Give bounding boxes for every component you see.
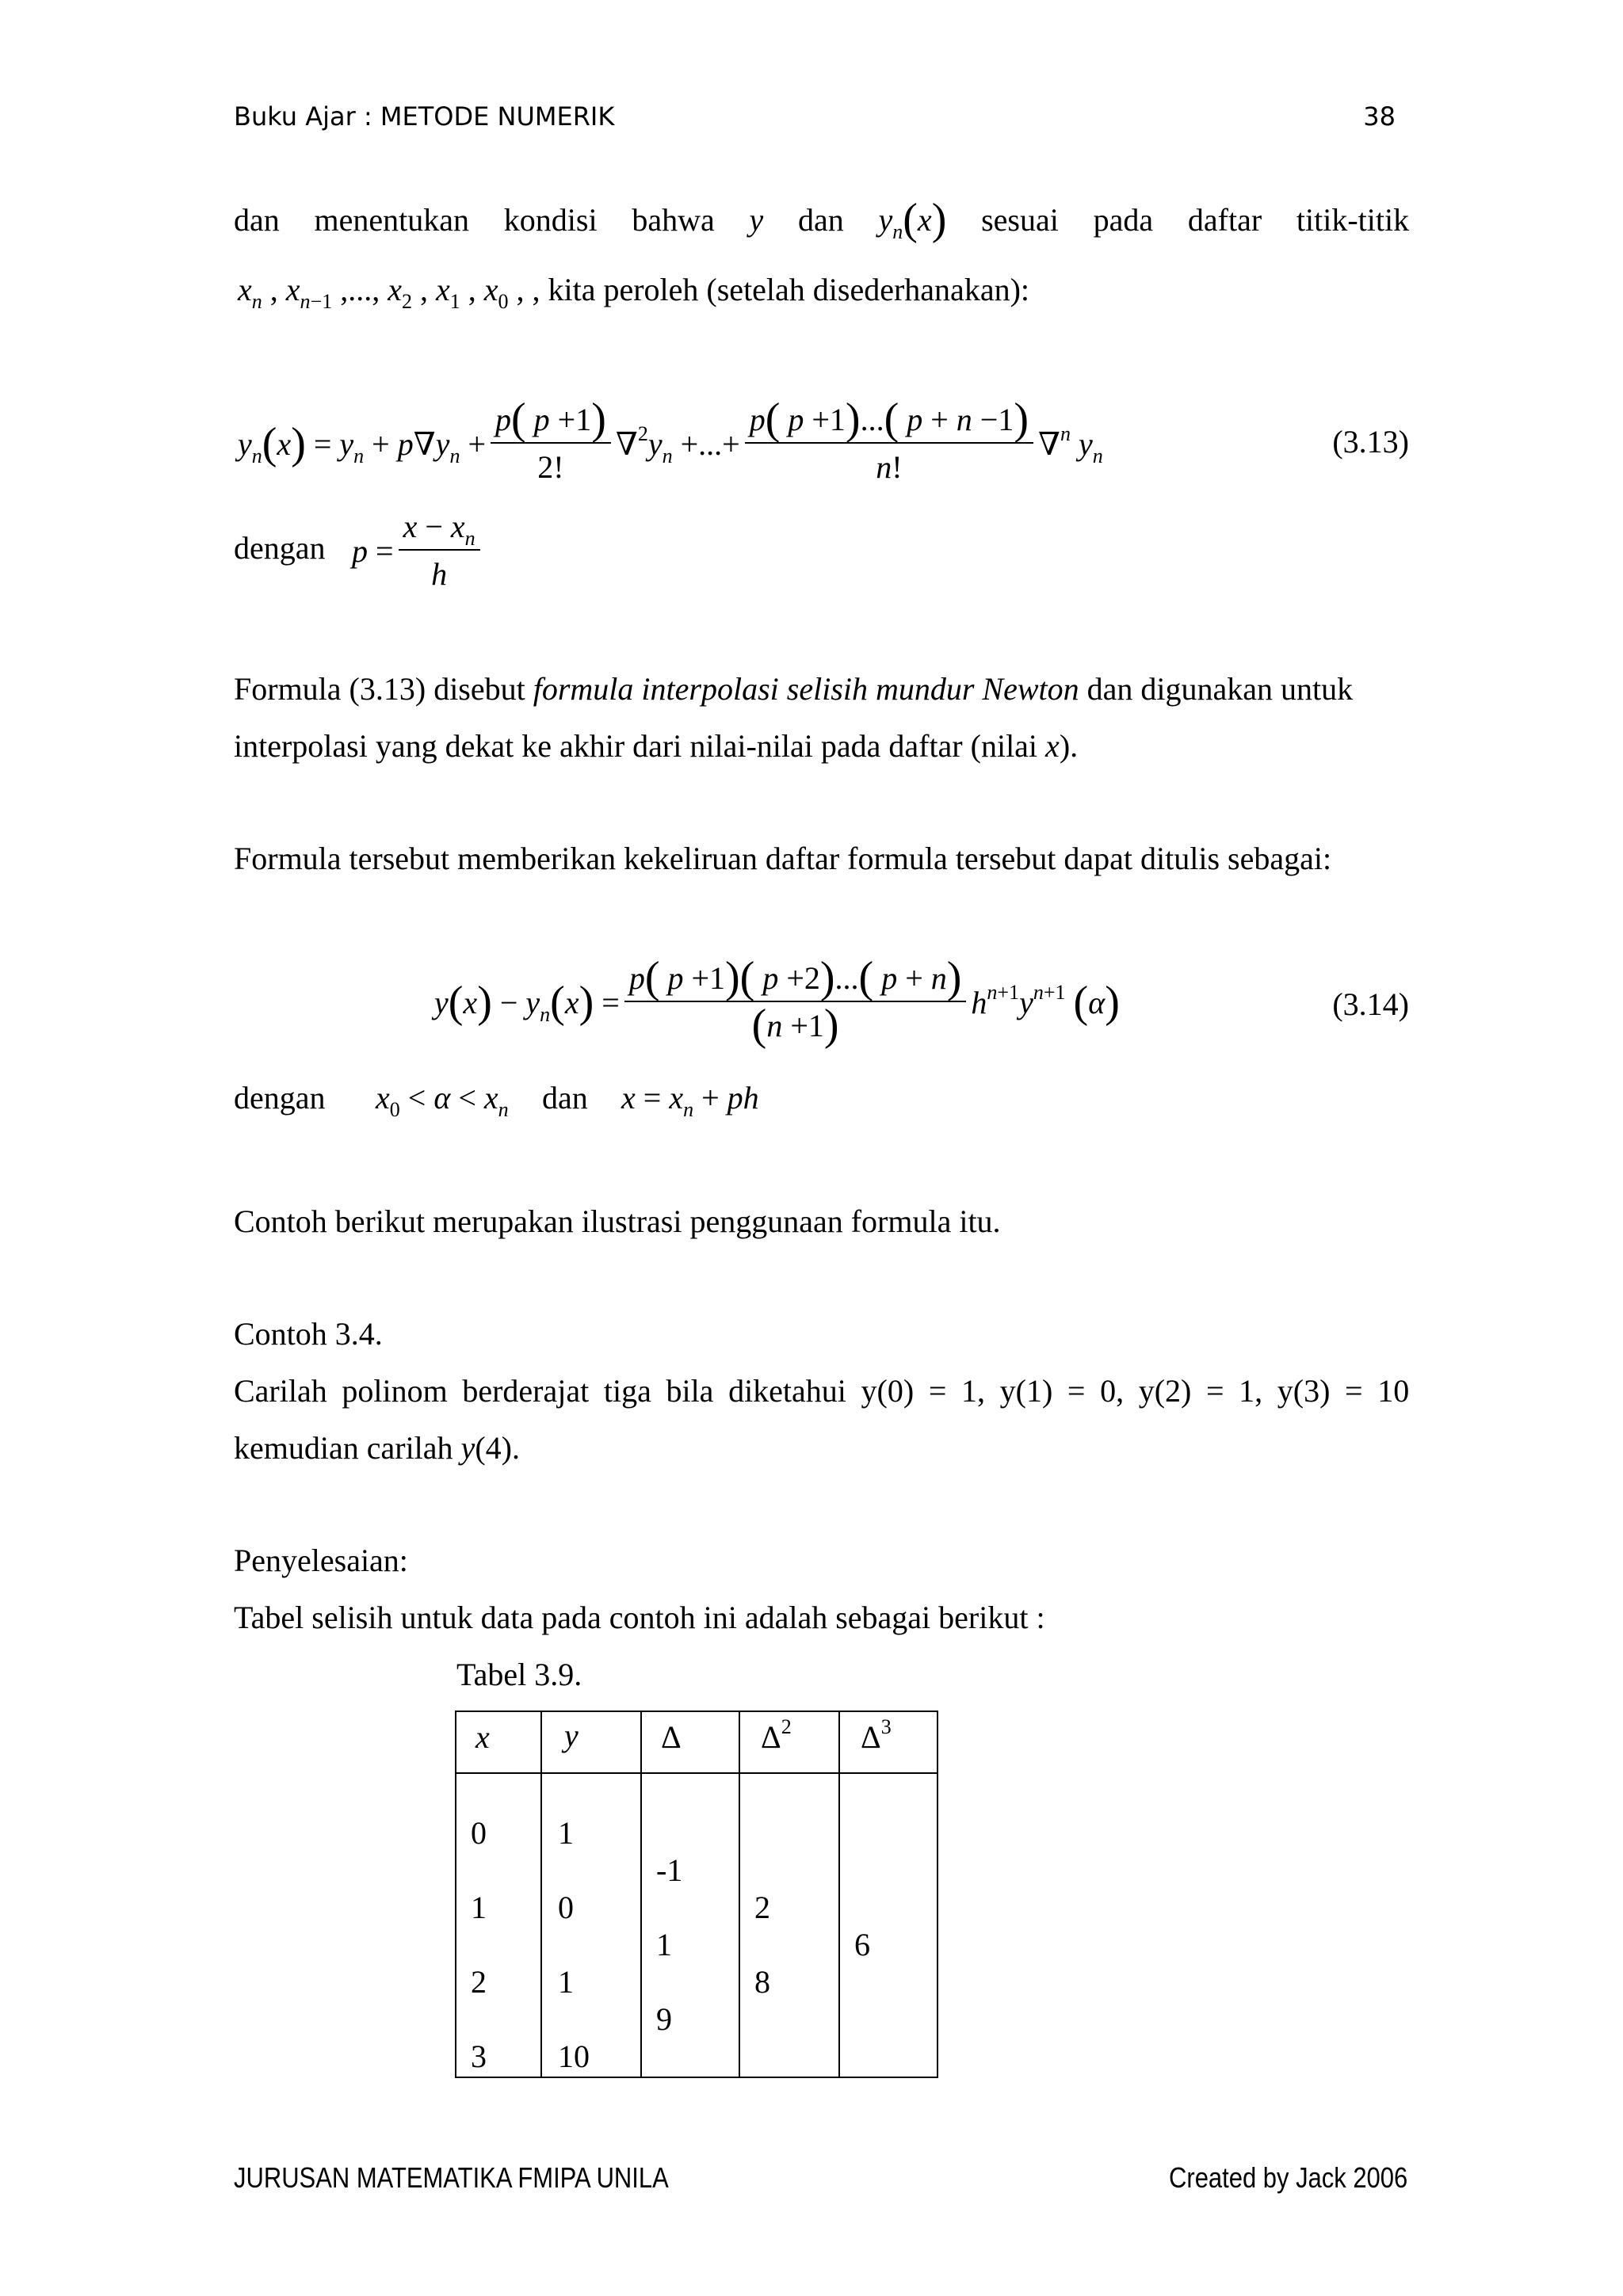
cell-delta3: 6 xyxy=(854,1927,870,1962)
para1-line2 xyxy=(238,271,1029,313)
fraction-error: $\frac{p( p +1)( p +2)...( p + n)}{(n +1)}$ xyxy=(624,959,967,1045)
word: titik-titik xyxy=(1296,202,1410,238)
word: sesuai xyxy=(981,202,1059,238)
para1-line1 xyxy=(234,195,1410,244)
footer-left: JURUSAN MATEMATIKA FMIPA UNILA xyxy=(234,2161,669,2194)
header-y: y xyxy=(564,1718,579,1753)
cell-y: 0 xyxy=(558,1890,574,1925)
example-title: Contoh 3.4. xyxy=(234,1316,383,1352)
cell-delta2: 2 xyxy=(754,1890,770,1925)
math-x-sequence: $x_n$ , $x_{n-1}$ ,..., $x_2$ , $x_1$ , $x_0$ , xyxy=(238,272,533,313)
header-delta2: $\Delta^2$ xyxy=(761,1715,792,1755)
para2-line2: interpolasi yang dekat ke akhir dari nilai-nilai pada daftar (nilai x). xyxy=(234,728,1079,764)
page-number: 38 xyxy=(1363,101,1396,132)
cell-delta2: 8 xyxy=(754,1964,770,2000)
cell-delta1: 9 xyxy=(656,2001,672,2037)
table-divider xyxy=(540,1712,542,2077)
table-header-divider xyxy=(456,1772,937,1774)
example-line1: Carilah polinom berderajat tiga bila diketahui y(0) = 1, y(1) = 0, y(2) = 1, y(3) = 10 xyxy=(234,1373,1410,1409)
equation-3-13: $y_n(x) = y_n + p\nabla y_n$ + $\frac{p( p +1)}{2!}$ $\nabla^2y_n$ +...+ $\frac{p( p +1)...( p + n -1)}{n!}$ ∇$^n$ $y_n$ xyxy=(238,395,1103,485)
equation-number-3-13: (3.13) xyxy=(1332,424,1409,460)
para4: Contoh berikut merupakan ilustrasi penggunaan formula itu. xyxy=(234,1203,1001,1239)
para3: Formula tersebut memberikan kekeliruan daftar formula tersebut dapat ditulis sebagai: xyxy=(234,841,1332,876)
condition-x: $x = x_n$ + ph xyxy=(621,1080,759,1121)
dengan-label-1: dengan xyxy=(234,530,326,566)
word: pada xyxy=(1093,202,1154,238)
header-delta: Δ xyxy=(661,1719,682,1755)
equation-p-definition: p = $\frac{x - x_n}{h}$ xyxy=(352,507,485,594)
condition-alpha: $x_0 < \alpha < x_n$ xyxy=(376,1080,509,1121)
cell-x: 2 xyxy=(471,1964,487,2000)
word: bahwa xyxy=(632,202,715,238)
word: dan xyxy=(234,202,280,238)
math-var: y xyxy=(749,202,764,238)
table-divider xyxy=(739,1712,740,2077)
solution-intro: Tabel selisih untuk data pada contoh ini adalah sebagai berikut : xyxy=(234,1600,1045,1635)
table-divider xyxy=(838,1712,840,2077)
dengan-dan: dan xyxy=(542,1080,588,1116)
equation-3-14: $y(x) - y_n(x)$ = $\frac{p( p +1)( p +2)...( p + n)}{(n +1)}$ $h^{n+1}y^{n+1}$ (α) xyxy=(434,953,1120,1050)
cell-delta1: 1 xyxy=(656,1927,672,1962)
para1-line2-text: , kita peroleh (setelah disederhanakan): xyxy=(532,272,1029,307)
header-title: Buku Ajar : METODE NUMERIK xyxy=(234,101,615,132)
cell-x: 0 xyxy=(471,1815,487,1851)
table-caption: Tabel 3.9. xyxy=(456,1657,582,1692)
word: kondisi xyxy=(503,202,598,238)
table-divider xyxy=(640,1712,642,2077)
math-yn-x: $y_n(x)$ xyxy=(878,195,947,244)
cell-delta1: -1 xyxy=(656,1852,683,1888)
difference-table xyxy=(455,1711,938,2078)
fraction-termn: $\frac{p( p +1)...( p + n -1)}{n!}$ xyxy=(745,401,1033,486)
cell-x: 3 xyxy=(471,2039,487,2074)
word: dan xyxy=(797,202,844,238)
fraction-term2: $\frac{p( p +1)}{2!}$ xyxy=(491,401,611,486)
cell-y: 1 xyxy=(558,1815,574,1851)
header-x: x xyxy=(475,1719,490,1755)
word: daftar xyxy=(1187,202,1262,238)
cell-y: 1 xyxy=(558,1964,574,2000)
cell-y: 10 xyxy=(558,2039,590,2074)
example-line2: kemudian carilah y(4). xyxy=(234,1430,520,1466)
emphasis-formula-name: formula interpolasi selisih mundur Newton xyxy=(533,671,1079,707)
header-delta3: $\Delta^3$ xyxy=(861,1715,892,1755)
dengan-label-2: dengan xyxy=(234,1080,326,1116)
word: menentukan xyxy=(314,202,470,238)
footer-right: Created by Jack 2006 xyxy=(1168,2161,1407,2194)
cell-x: 1 xyxy=(471,1890,487,1925)
para2-line1: Formula (3.13) disebut formula interpolasi selisih mundur Newton dan digunakan untuk xyxy=(234,671,1354,707)
solution-title: Penyelesaian: xyxy=(234,1543,408,1578)
equation-number-3-14: (3.14) xyxy=(1332,986,1409,1022)
